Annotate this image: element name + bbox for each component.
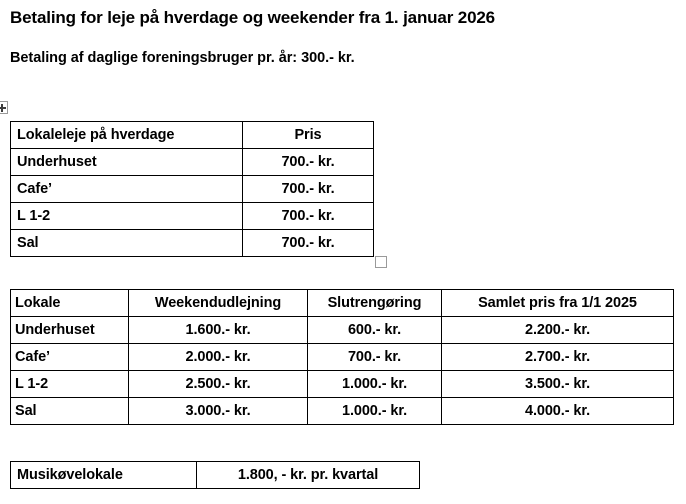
cell-lokale: Cafe’ [11,344,129,371]
cell-weekend-rental: 1.600.- kr. [129,317,308,344]
table-row [11,462,420,489]
cell-locale: Sal [11,230,243,257]
table-row [11,176,374,203]
cell-lokale: L 1-2 [11,371,129,398]
table-row [11,398,674,425]
cell-total-price: 2.700.- kr. [442,344,674,371]
table-row-header [11,122,374,149]
table-row [11,344,674,371]
page-subtitle: Betaling af daglige foreningsbruger pr. år: 300.- kr. [10,50,355,66]
cell-weekend-rental: 2.000.- kr. [129,344,308,371]
table-weekend-rental [10,289,674,425]
cell-price: 700.- kr. [243,203,374,230]
table-move-handle-icon[interactable] [0,101,8,114]
cell-total-price: 2.200.- kr. [442,317,674,344]
cell-total-price: 4.000.- kr. [442,398,674,425]
table-row [11,371,674,398]
column-header-total-price: Samlet pris fra 1/1 2025 [442,290,674,317]
cell-locale: Underhuset [11,149,243,176]
cell-price: 700.- kr. [243,149,374,176]
table-resize-handle-icon[interactable] [375,256,387,268]
table-weekday-rental [10,121,374,257]
cell-locale: L 1-2 [11,203,243,230]
cell-room-name: Musikøvelokale [11,462,197,489]
table-row [11,317,674,344]
cell-locale: Cafe’ [11,176,243,203]
column-header-lokale: Lokale [11,290,129,317]
cell-price: 700.- kr. [243,230,374,257]
cell-final-cleaning: 600.- kr. [308,317,442,344]
cell-final-cleaning: 700.- kr. [308,344,442,371]
cell-lokale: Sal [11,398,129,425]
move-handle-cross-horizontal [0,107,6,109]
column-header-price: Pris [243,122,374,149]
cell-total-price: 3.500.- kr. [442,371,674,398]
cell-final-cleaning: 1.000.- kr. [308,371,442,398]
column-header-final-cleaning: Slutrengøring [308,290,442,317]
table-row [11,230,374,257]
cell-price: 700.- kr. [243,176,374,203]
column-header-locale: Lokaleleje på hverdage [11,122,243,149]
cell-room-rate: 1.800, - kr. pr. kvartal [197,462,420,489]
table-row [11,203,374,230]
column-header-weekend-rental: Weekendudlejning [129,290,308,317]
cell-lokale: Underhuset [11,317,129,344]
cell-weekend-rental: 3.000.- kr. [129,398,308,425]
table-music-rehearsal-room [10,461,420,489]
cell-final-cleaning: 1.000.- kr. [308,398,442,425]
table-row [11,149,374,176]
page-title: Betaling for leje på hverdage og weekender fra 1. januar 2026 [10,8,495,27]
cell-weekend-rental: 2.500.- kr. [129,371,308,398]
table-row-header [11,290,674,317]
